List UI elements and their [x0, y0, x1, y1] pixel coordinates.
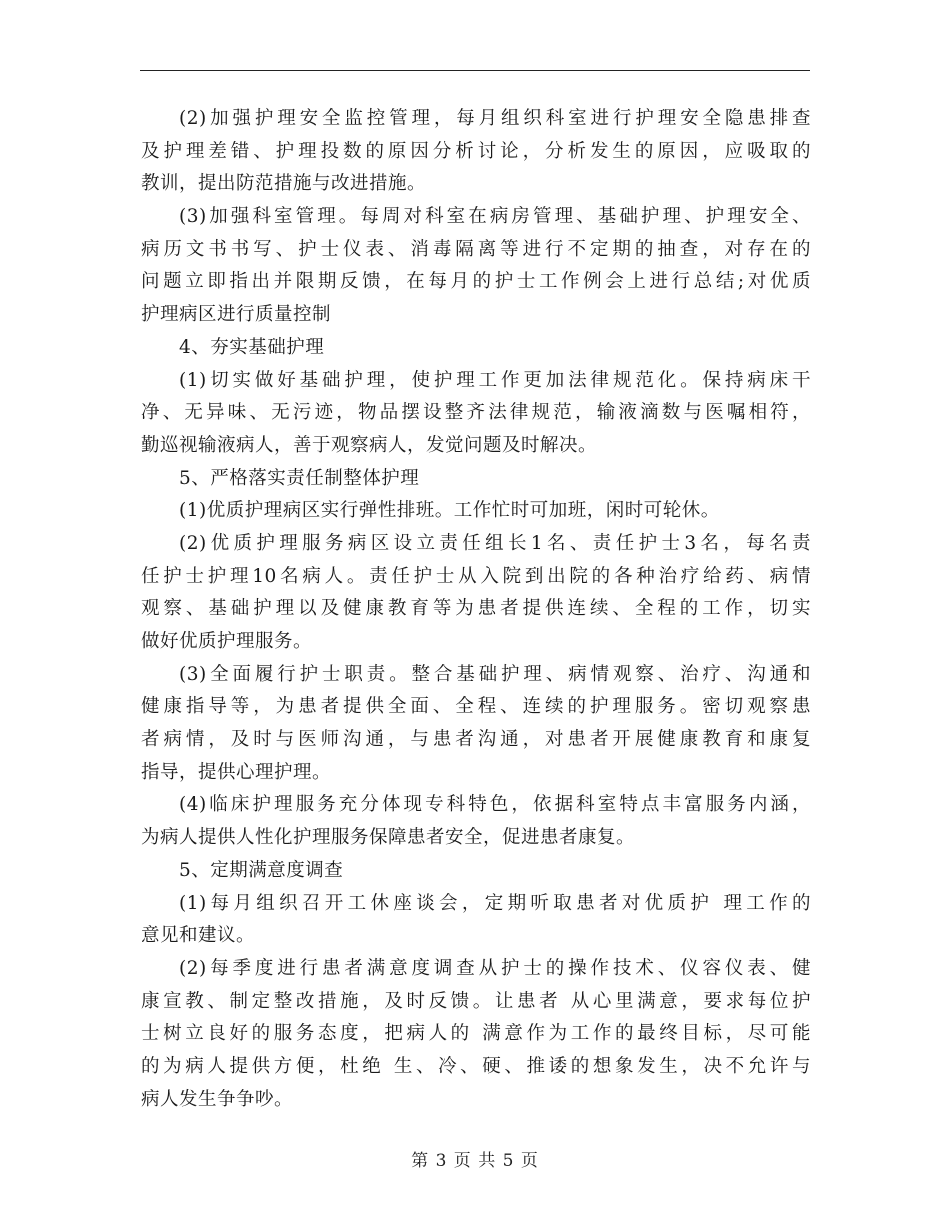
text-line: (2)每季度进行患者满意度调查从护士的操作技术、仪容仪表、健 — [179, 957, 811, 979]
text-line: 教训，提出防范措施与改进措施。 — [141, 173, 427, 195]
text-line: (1)切实做好基础护理，使护理工作更加法律规范化。保持病床干 — [179, 369, 811, 391]
text-line: 护理病区进行质量控制 — [141, 304, 332, 326]
text-line: (2)加强护理安全监控管理，每月组织科室进行护理安全隐患排查 — [179, 108, 811, 129]
section-heading: 5、定期满意度调查 — [179, 859, 344, 881]
text-line: (2)优质护理服务病区设立责任组长1名、责任护士3名，每名责 — [179, 532, 811, 554]
text-line: 做好优质护理服务。 — [141, 631, 313, 652]
page-number: 第 3 页 共 5 页 — [411, 1151, 539, 1171]
text-line: 士树立良好的服务态度，把病人的 满意作为工作的最终目标，尽可能 — [141, 1023, 811, 1045]
text-line: 观察、基础护理以及健康教育等为患者提供连续、全程的工作，切实 — [141, 598, 811, 620]
text-line: (1)每月组织召开工休座谈会，定期听取患者对优质护 理工作的 — [179, 892, 811, 914]
text-line: 康宣教、制定整改措施，及时反馈。让患者 从心里满意，要求每位护 — [141, 990, 811, 1012]
text-line: (1)优质护理病区实行弹性排班。工作忙时可加班，闲时可轮休。 — [179, 500, 720, 522]
text-line: 意见和建议。 — [141, 925, 256, 947]
section-heading: 5、严格落实责任制整体护理 — [179, 467, 420, 489]
text-line: 病历文书书写、护士仪表、消毒隔离等进行不定期的抽查，对存在的 — [141, 238, 811, 260]
text-line: 任护士护理10名病人。责任护士从入院到出院的各种治疗给药、病情 — [141, 565, 811, 587]
text-line: 问题立即指出并限期反馈，在每月的护士工作例会上进行总结;对优质 — [141, 271, 811, 293]
header-rule — [140, 70, 810, 71]
text-line: 病人发生争争吵。 — [141, 1088, 294, 1110]
text-line: 为病人提供人性化护理服务保障患者安全，促进患者康复。 — [141, 827, 636, 849]
text-line: 健康指导等，为患者提供全面、全程、连续的护理服务。密切观察患 — [141, 696, 811, 718]
text-line: 者病情，及时与医师沟通，与患者沟通，对患者开展健康教育和康复 — [141, 729, 811, 751]
section-heading: 4、夯实基础护理 — [179, 336, 325, 358]
text-line: (4)临床护理服务充分体现专科特色，依据科室特点丰富服务内涵， — [179, 794, 811, 816]
text-line: (3)加强科室管理。每周对科室在病房管理、基础护理、护理安全、 — [179, 206, 811, 228]
body-text — [141, 103, 811, 1116]
text-line: (3)全面履行护士职责。整合基础护理、病情观察、治疗、沟通和 — [179, 663, 811, 685]
text-line: 的为病人提供方便，杜绝 生、冷、硬、推诿的想象发生，决不允许与 — [141, 1055, 811, 1077]
text-line: 及护理差错、护理投数的原因分析讨论，分析发生的原因，应吸取的 — [141, 140, 811, 162]
text-line: 勤巡视输液病人，善于观察病人，发觉问题及时解决。 — [141, 434, 598, 456]
text-line: 净、无异味、无污迹，物品摆设整齐法律规范，输液滴数与医嘱相符， — [141, 402, 811, 424]
text-line: 指导，提供心理护理。 — [141, 761, 332, 783]
